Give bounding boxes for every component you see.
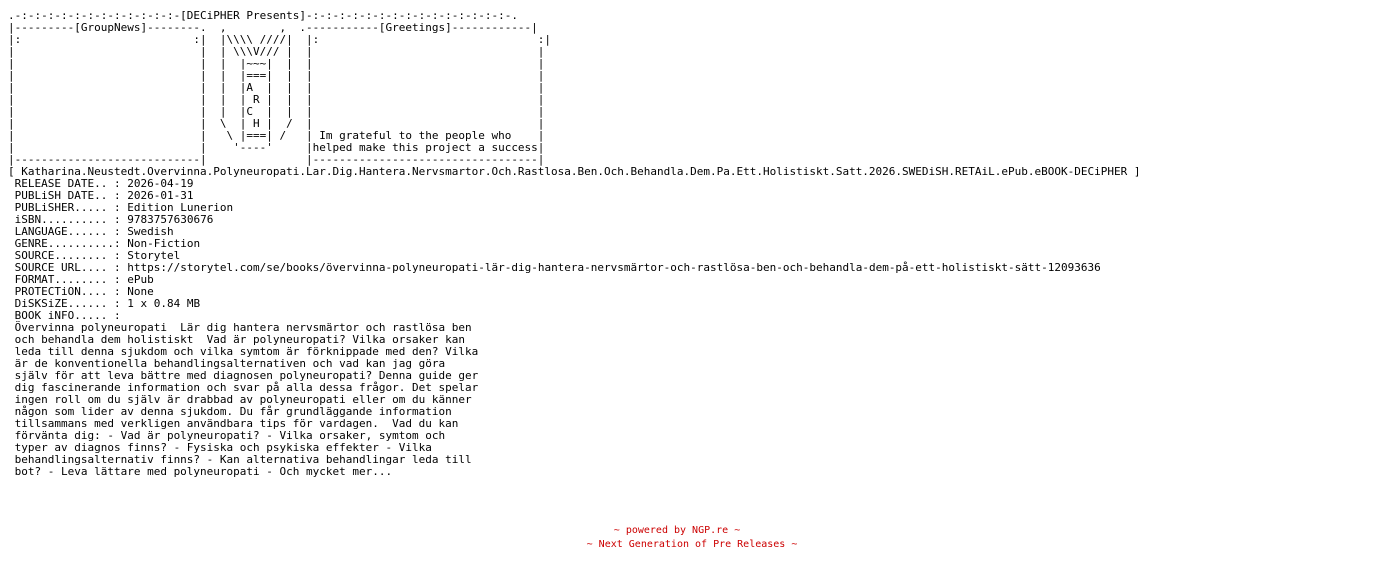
info-field-value: ePub	[127, 273, 154, 286]
info-field-value: https://storytel.com/se/books/övervinna-polyneuropati-lär-dig-hantera-nervsmärtor-och-rastlösa-ben-och-behandla-dem-på-ett-holistiskt-sätt-12093636	[127, 261, 1101, 274]
info-field-label: LANGUAGE...... :	[14, 225, 121, 238]
nfo-text-block	[8, 10, 1140, 478]
banner-line: | | | |C | | | |	[8, 105, 545, 118]
info-field-label: SOURCE........ :	[14, 249, 121, 262]
info-field-value: Storytel	[127, 249, 181, 262]
info-field-label: RELEASE DATE.. :	[14, 177, 121, 190]
banner-line: |----------------------------| |----------------------------------|	[8, 153, 545, 166]
banner-line: | | '----' |helped make this project a success|	[8, 141, 545, 154]
book-info-line: Övervinna polyneuropati Lär dig hantera nervsmärtor och rastlösa ben	[8, 321, 472, 334]
info-field-label: SOURCE URL.... :	[14, 261, 121, 274]
book-info-line: och behandla dem holistiskt Vad är polyneuropati? Vilka orsaker kan	[8, 333, 465, 346]
book-info-line: typer av diagnos finns? - Fysiska och psykiska effekter - Vilka	[8, 441, 432, 454]
book-info-line: själv för att leva bättre med diagnosen polyneuropati? Denna guide ger	[8, 369, 479, 382]
footer	[0, 524, 1384, 552]
info-field-label: DiSKSiZE...... :	[14, 297, 121, 310]
info-field-label: PUBLiSHER..... :	[14, 201, 121, 214]
book-info-line: tillsammans med verkligen användbara tips för vardagen. Vad du kan	[8, 417, 459, 430]
banner-line: | | | | R | | | |	[8, 93, 545, 106]
book-info-text	[8, 321, 478, 478]
info-field-label: BOOK iNFO..... :	[14, 309, 121, 322]
ascii-banner	[8, 9, 551, 166]
info-field-label: iSBN.......... :	[14, 213, 121, 226]
info-field-value: 1 x 0.84 MB	[127, 297, 201, 310]
info-field-label: PROTECTiON.... :	[14, 285, 121, 298]
release-name-line: [ Katharina.Neustedt.Overvinna.Polyneuropati.Lar.Dig.Hantera.Nervsmartor.Och.Rastlosa.Ben.Och.Behandla.Dem.Pa.Ett.Holistiskt.Satt.2026.SWEDiSH.RETAiL.ePub.eBOOK-DECiPHER ]	[8, 165, 1141, 178]
book-info-line: leda till denna sjukdom och vilka symtom är förknippade med den? Vilka	[8, 345, 479, 358]
info-field-value: Edition Lunerion	[127, 201, 234, 214]
info-field-row	[8, 261, 1101, 274]
info-field-value: None	[127, 285, 154, 298]
book-info-line: ingen roll om du själv är drabbad av polyneuropati eller om du känner	[8, 393, 472, 406]
powered-by-text: ~ powered by NGP.re ~	[613, 525, 741, 536]
banner-line: | | | |===| | | |	[8, 69, 545, 82]
banner-line: | | | |A | | | |	[8, 81, 545, 94]
info-field-label: PUBLiSH DATE.. :	[14, 189, 121, 202]
footer-tagline: ~ Next Generation of Pre Releases ~	[586, 539, 798, 550]
banner-line: |: :| |\\\\ ////| |: :|	[8, 33, 552, 46]
release-info-fields	[8, 177, 1101, 322]
banner-line: | | \ | H | / | |	[8, 117, 545, 130]
book-info-line: behandlingsalternativ finns? - Kan alternativa behandlingar leda till	[8, 453, 472, 466]
book-info-line: förvänta dig: - Vad är polyneuropati? - Vilka orsaker, symtom och	[8, 429, 446, 442]
book-info-line: bot? - Leva lättare med polyneuropati - Och mycket mer...	[8, 465, 393, 478]
banner-line: | | | \\\V/// | | |	[8, 45, 545, 58]
info-field-label: FORMAT........ :	[14, 273, 121, 286]
info-field-value: 2026-04-19	[127, 177, 194, 190]
info-field-value: Non-Fiction	[127, 237, 201, 250]
book-info-line: är de konventionella behandlingsalternativen och vad kan jag göra	[8, 357, 446, 370]
info-field-label: GENRE..........:	[14, 237, 121, 250]
book-info-line: dig fascinerande information och svar på alla dessa frågor. Det spelar	[8, 381, 479, 394]
info-field-value: 9783757630676	[127, 213, 214, 226]
info-field-value: 2026-01-31	[127, 189, 194, 202]
banner-line: | | | |~~~| | | |	[8, 57, 545, 70]
banner-line: |---------[GroupNews]--------. , , .-----------[Greetings]------------|	[8, 21, 538, 34]
banner-line: | | \ |===| / | Im grateful to the people who |	[8, 129, 545, 142]
banner-line: .-:-:-:-:-:-:-:-:-:-:-:-:-[DECiPHER Presents]-:-:-:-:-:-:-:-:-:-:-:-:-:-:-:-.	[8, 9, 518, 22]
info-field-value: Swedish	[127, 225, 174, 238]
book-info-line: någon som lider av denna sjukdom. Du får grundläggande information	[8, 405, 452, 418]
